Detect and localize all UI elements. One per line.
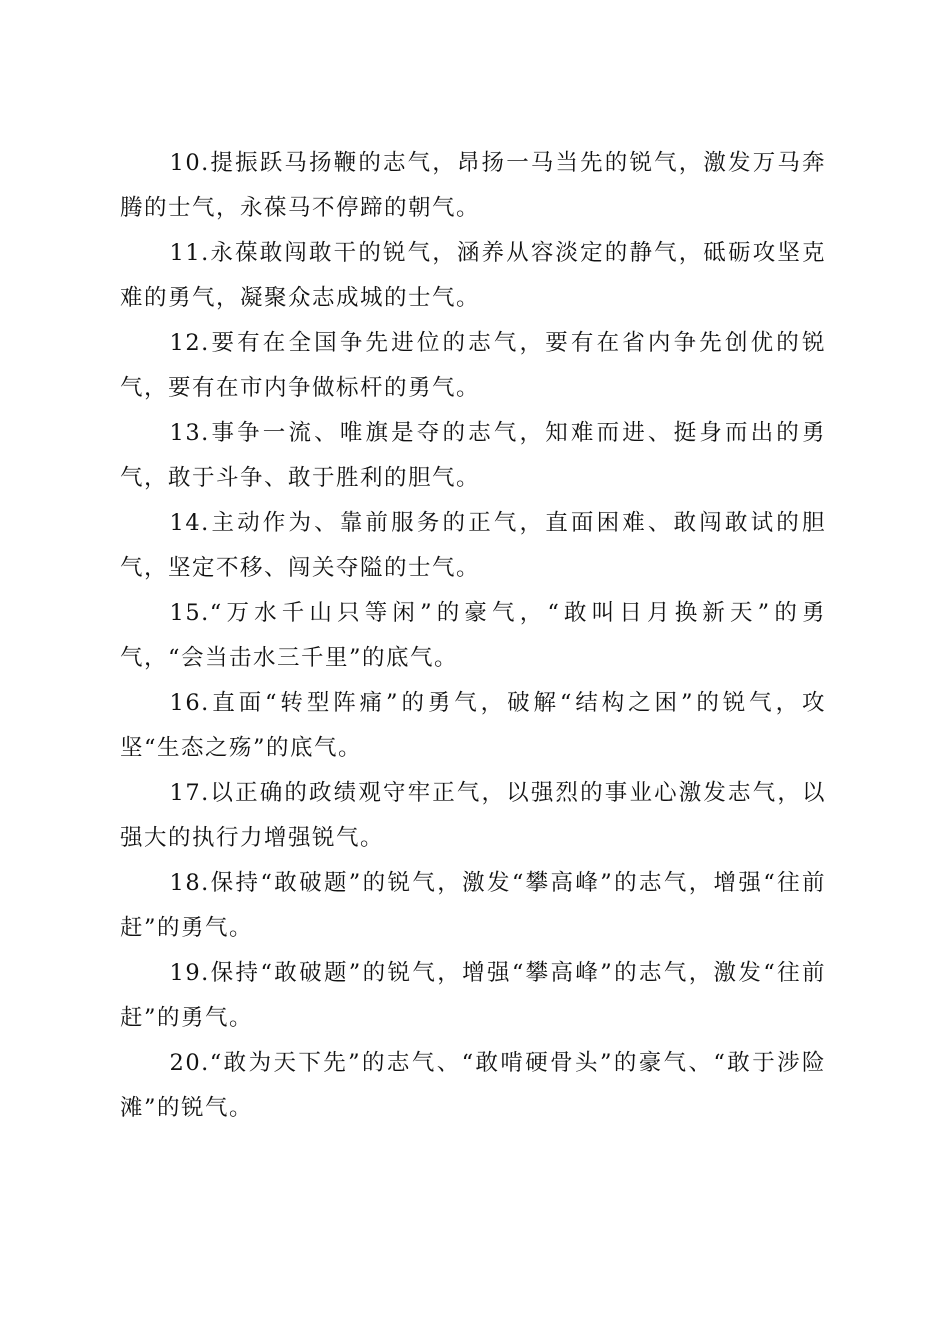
paragraph-19: 19.保持“敢破题”的锐气，增强“攀高峰”的志气，激发“往前赶”的勇气。 (120, 960, 826, 1031)
document-body (120, 141, 826, 1131)
paragraph-12: 12.要有在全国争先进位的志气，要有在省内争先创优的锐气，要有在市内争做标杆的勇气。 (120, 330, 826, 401)
paragraph-16: 16.直面“转型阵痛”的勇气，破解“结构之困”的锐气，攻坚“生态之殇”的底气。 (120, 690, 826, 761)
paragraph-10: 10.提振跃马扬鞭的志气，昂扬一马当先的锐气，激发万马奔腾的士气，永葆马不停蹄的朝气。 (120, 150, 826, 221)
paragraph-20: 20.“敢为天下先”的志气、“敢啃硬骨头”的豪气、“敢于涉险滩”的锐气。 (120, 1050, 826, 1121)
paragraph-11: 11.永葆敢闯敢干的锐气，涵养从容淡定的静气，砥砺攻坚克难的勇气，凝聚众志成城的士气。 (120, 240, 826, 311)
paragraph-14: 14.主动作为、靠前服务的正气，直面困难、敢闯敢试的胆气，坚定不移、闯关夺隘的士气。 (120, 510, 826, 581)
paragraph-13: 13.事争一流、唯旗是夺的志气，知难而进、挺身而出的勇气，敢于斗争、敢于胜利的胆气。 (120, 420, 826, 491)
paragraph-15: 15.“万水千山只等闲”的豪气，“敢叫日月换新天”的勇气，“会当击水三千里”的底气。 (120, 600, 826, 671)
paragraph-17: 17.以正确的政绩观守牢正气，以强烈的事业心激发志气，以强大的执行力增强锐气。 (120, 780, 826, 851)
paragraph-18: 18.保持“敢破题”的锐气，激发“攀高峰”的志气，增强“往前赶”的勇气。 (120, 870, 826, 941)
